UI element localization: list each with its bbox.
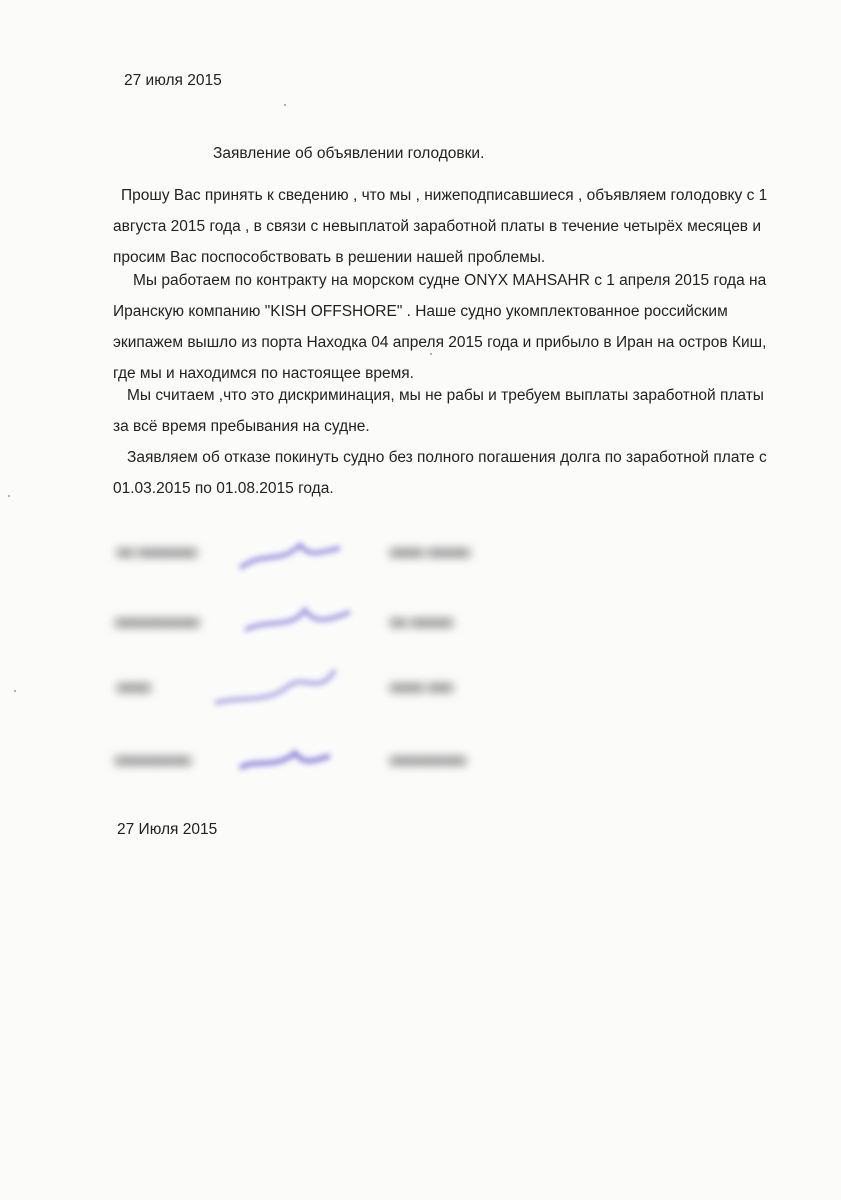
paragraph-4-line: Заявляем об отказе покинуть судно без полного погашения долга по заработной плате с [127,449,767,466]
paragraph-3-line: за всё время пребывания на судне. [113,418,370,435]
paragraph-3 [113,380,803,442]
signature-row [105,600,525,650]
redacted-name: ■■■■■■■■■■ [115,614,200,630]
redacted-name: ■■■■ ■■■ [390,679,454,695]
redacted-name: ■■■■■■■■■ [115,752,192,768]
signature-image [105,665,525,715]
paragraph-2-line: Иранскую компанию "KISH OFFSHORE" . Наше судно укомплектованное российским [113,303,728,320]
scan-speck [14,690,16,692]
paragraph-1-line: просим Вас поспособствовать в решении нашей проблемы. [113,249,546,266]
redacted-name: ■■ ■■■■■ [390,614,454,630]
redacted-name: ■■■■■■■■■ [390,752,467,768]
paragraph-2-line: экипажем вышло из порта Находка 04 апреля 2015 года и прибыло в Иран на остров Киш, [113,334,767,351]
paragraph-1 [113,180,803,273]
signature-row [105,665,525,715]
paragraph-2-line: Мы работаем по контракту на морском судне ONYX MAHSAHR с 1 апреля 2015 года на [133,272,767,289]
scan-speck [430,353,432,355]
document-title: Заявление об объявлении голодовки. [213,145,485,162]
paragraph-4 [113,442,803,504]
redacted-name: ■■ ■■■■■■■ [117,544,197,560]
signature-row [105,738,525,788]
paragraph-2-line: где мы и находимся по настоящее время. [113,365,414,382]
scan-speck [284,104,286,106]
paragraph-3-line: Мы считаем ,что это дискриминация, мы не рабы и требуем выплаты заработной платы [127,387,764,404]
footer-date: 27 Июля 2015 [117,821,218,838]
header-date: 27 июля 2015 [124,72,222,89]
paragraph-4-line: 01.03.2015 по 01.08.2015 года. [113,480,334,497]
paragraph-1-line: Прошу Вас принять к сведению , что мы , нижеподписавшиеся , объявляем голодовку с 1 [121,187,768,204]
redacted-name: ■■■■ ■■■■■ [390,544,470,560]
paragraph-2 [113,265,803,389]
redacted-name: ■■■■ [117,679,151,695]
scan-speck [8,495,10,497]
paragraph-1-line: августа 2015 года , в связи с невыплатой заработной платы в течение четырёх месяцев и [113,218,762,235]
signature-row [105,530,525,580]
